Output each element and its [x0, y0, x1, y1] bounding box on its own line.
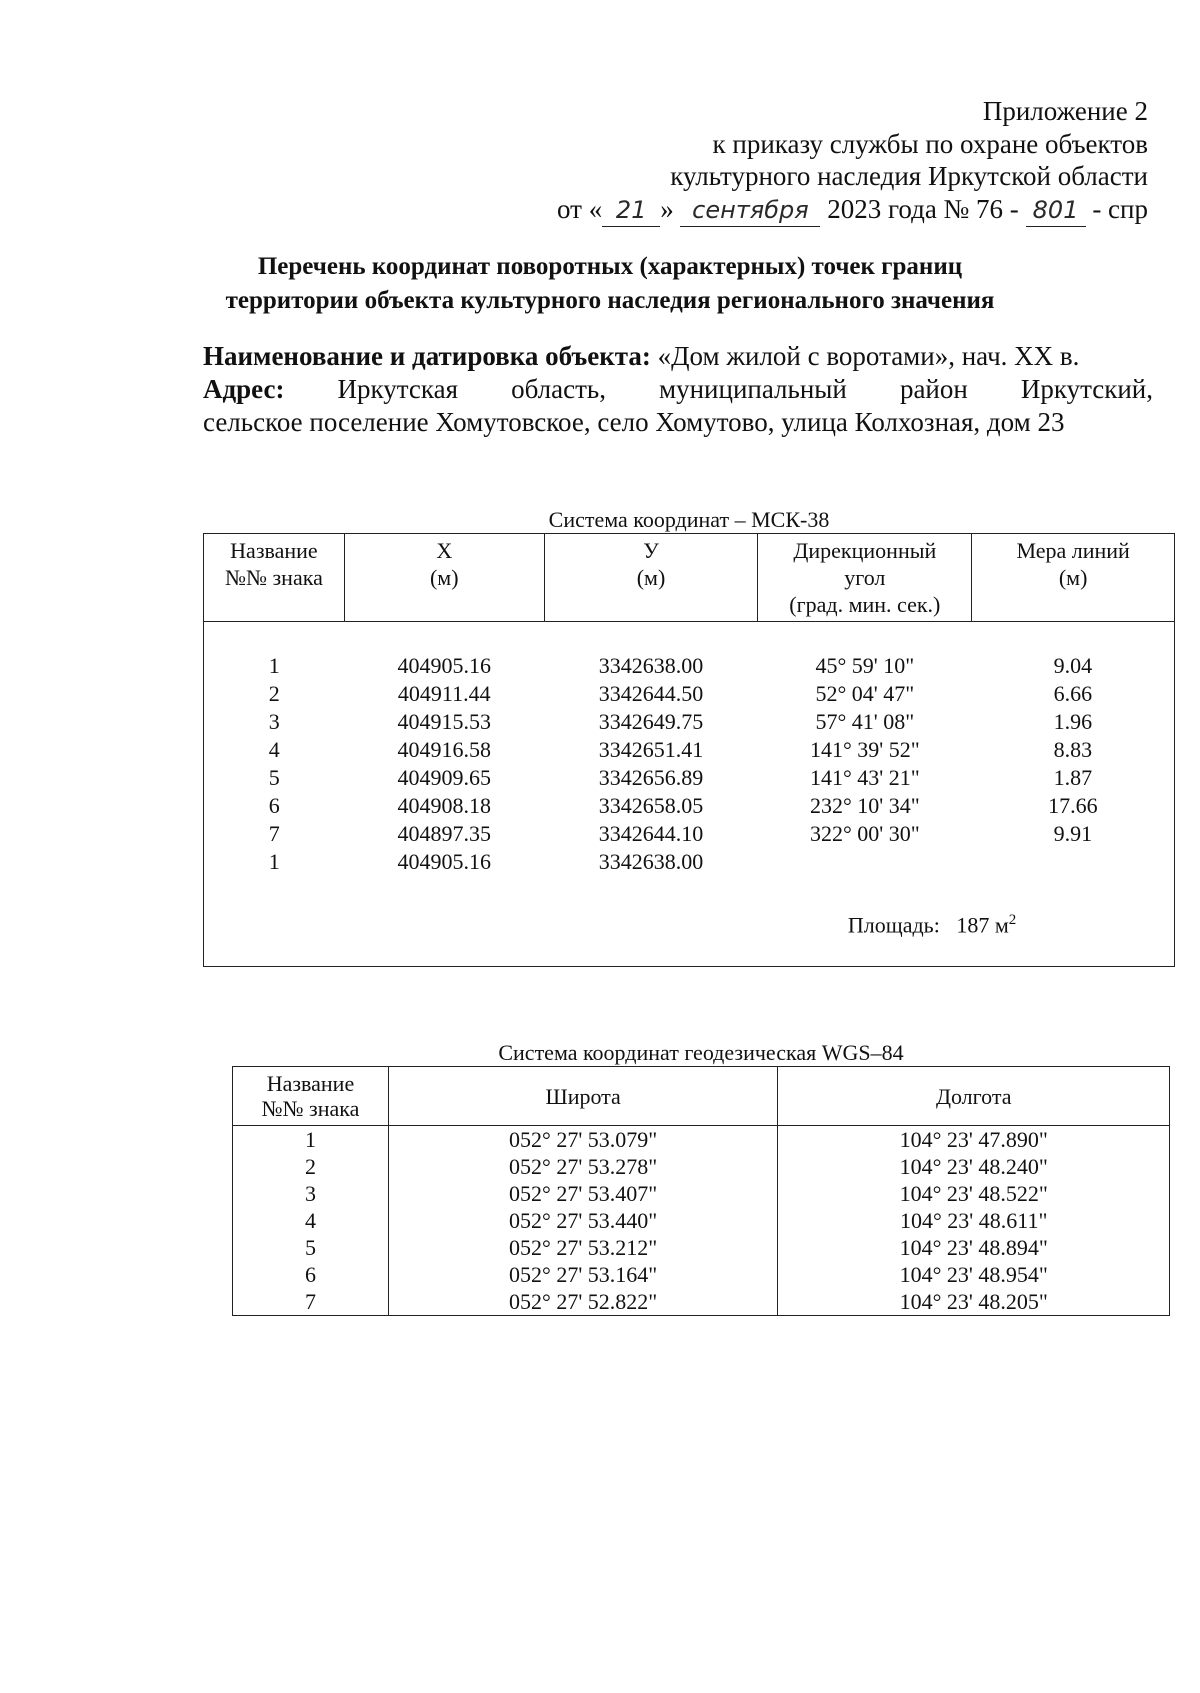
wgs-header-latitude: Широта: [388, 1067, 778, 1126]
table-cell: 2: [268, 681, 280, 706]
table-row: [204, 736, 1175, 764]
table-cell: 104° 23' 48.611": [778, 1207, 1170, 1234]
wgs-coordinates-table: [232, 1066, 1170, 1316]
table-cell: 052° 27' 53.278": [388, 1153, 778, 1180]
msk-header-row: [204, 534, 1175, 622]
wgs-caption: Система координат геодезическая WGS–84: [498, 1040, 904, 1065]
table-cell: 1: [233, 1126, 389, 1154]
table-cell: 3342649.75: [598, 709, 704, 734]
table-cell: 404905.16: [397, 653, 492, 678]
table-cell: 404905.16: [397, 849, 492, 874]
table-cell: 5: [268, 765, 280, 790]
appendix-header: [557, 95, 1148, 227]
table-cell: 8.83: [1053, 737, 1093, 762]
table-cell: 3342638.00: [598, 849, 704, 874]
area-exponent: 2: [1008, 912, 1017, 928]
table-row: [204, 820, 1175, 848]
table-cell: 7: [233, 1288, 389, 1316]
table-cell: 404915.53: [397, 709, 492, 734]
wgs-header-longitude: Долгота: [778, 1067, 1170, 1126]
appendix-line-3: культурного наследия Иркутской области: [670, 161, 1148, 191]
appendix-line-2: к приказу службы по охране объектов: [712, 128, 1148, 159]
table-row: [204, 708, 1175, 736]
area-value: 187 м: [956, 912, 1009, 938]
handwritten-month: сентября: [680, 194, 820, 228]
table-cell: 141° 39' 52": [809, 737, 920, 762]
table-cell: 3: [268, 709, 280, 734]
table-cell: 404897.35: [397, 821, 492, 846]
handwritten-order-number: 801: [1026, 194, 1086, 228]
table-cell: [972, 848, 1175, 876]
table-cell: 6.66: [1053, 681, 1093, 706]
table-cell: [758, 848, 972, 876]
table-cell: 052° 27' 53.440": [388, 1207, 778, 1234]
table-row: [233, 1234, 1170, 1261]
table-cell: 1.87: [1053, 765, 1093, 790]
table-row: [204, 680, 1175, 708]
table-cell: 052° 27' 53.407": [388, 1180, 778, 1207]
order-date-line: [557, 193, 1148, 228]
table-cell: 3342644.10: [598, 821, 704, 846]
table-cell: 1: [268, 653, 280, 678]
table-cell: 3342651.41: [598, 737, 704, 762]
table-cell: 404908.18: [397, 793, 492, 818]
wgs-header-point: Название №№ знака: [233, 1067, 389, 1126]
table-cell: 4: [233, 1207, 389, 1234]
handwritten-day: 21: [602, 194, 660, 228]
title-line-1: Перечень координат поворотных (характерных) точек границ: [257, 253, 963, 280]
address-text-1: Иркутская область, муниципальный район Иркутский,: [337, 374, 1154, 404]
msk-coordinates-table: [203, 533, 1175, 967]
table-cell: 9.04: [1053, 653, 1093, 678]
object-info: [203, 340, 1153, 439]
table-cell: 104° 23' 48.894": [778, 1234, 1170, 1261]
table-cell: 3: [233, 1180, 389, 1207]
table-cell: 404909.65: [397, 765, 492, 790]
table-cell: 052° 27' 53.164": [388, 1261, 778, 1288]
table-row: [233, 1207, 1170, 1234]
msk-header-point: Название №№ знака: [204, 534, 345, 622]
table-cell: 52° 04' 47": [815, 681, 915, 706]
table-cell: 104° 23' 47.890": [778, 1126, 1170, 1154]
table-cell: 17.66: [1048, 793, 1098, 818]
table-cell: 9.91: [1053, 821, 1093, 846]
object-name-label: Наименование и датировка объекта:: [203, 341, 651, 371]
msk-header-length: Мера линий (м): [972, 534, 1175, 622]
object-name-value: «Дом жилой с воротами», нач. XX в.: [657, 341, 1080, 371]
document-title: [140, 250, 1080, 318]
msk-caption: Система координат – МСК-38: [548, 507, 830, 532]
table-row: [204, 792, 1175, 820]
table-cell: 141° 43' 21": [809, 765, 920, 790]
table-cell: 052° 27' 53.212": [388, 1234, 778, 1261]
table-cell: 45° 59' 10": [815, 653, 915, 678]
table-cell: 3342638.00: [598, 653, 704, 678]
title-line-2: территории объекта культурного наследия регионального значения: [225, 287, 995, 314]
table-row: [204, 652, 1175, 680]
table-cell: 57° 41' 08": [815, 709, 915, 734]
table-row: [204, 764, 1175, 792]
table-cell: 6: [268, 793, 280, 818]
year-text: 2023 года № 76 -: [827, 193, 1019, 224]
area-row: [204, 876, 1175, 967]
object-name-line: [203, 340, 1153, 373]
table-cell: 7: [268, 821, 280, 846]
table-row: [233, 1261, 1170, 1288]
table-row: [233, 1288, 1170, 1316]
table-cell: 104° 23' 48.522": [778, 1180, 1170, 1207]
table-cell: 4: [268, 737, 280, 762]
address-label: Адрес:: [203, 374, 285, 404]
table-cell: 052° 27' 52.822": [388, 1288, 778, 1316]
table-cell: 3342656.89: [598, 765, 704, 790]
table-cell: 104° 23' 48.205": [778, 1288, 1170, 1316]
table-cell: 6: [233, 1261, 389, 1288]
table-cell: 232° 10' 34": [809, 793, 920, 818]
table-cell: 104° 23' 48.954": [778, 1261, 1170, 1288]
table-cell: 404911.44: [397, 681, 491, 706]
table-row: [233, 1153, 1170, 1180]
table-row: [233, 1126, 1170, 1154]
address-line-2: сельское поселение Хомутовское, село Хомутово, улица Колхозная, дом 23: [203, 407, 1065, 437]
table-cell: 104° 23' 48.240": [778, 1153, 1170, 1180]
table-cell: 1: [268, 849, 280, 874]
quote-close: »: [660, 193, 674, 224]
wgs-header-row: [233, 1067, 1170, 1126]
table-cell: 3342658.05: [598, 793, 704, 818]
address-line-1: [203, 373, 1153, 406]
table-row: [233, 1180, 1170, 1207]
msk-header-y: У (м): [544, 534, 758, 622]
table-cell: 3342644.50: [598, 681, 704, 706]
table-cell: 1.96: [1053, 709, 1093, 734]
appendix-line-1: Приложение 2: [982, 96, 1148, 126]
table-cell: 5: [233, 1234, 389, 1261]
area-label: Площадь:: [847, 912, 940, 938]
table-cell: 322° 00' 30": [809, 821, 920, 846]
table-cell: 2: [233, 1153, 389, 1180]
from-prefix: от «: [557, 193, 603, 224]
table-cell: 052° 27' 53.079": [388, 1126, 778, 1154]
msk-header-angle: Дирекционный угол (град. мин. сек.): [758, 534, 972, 622]
order-suffix: - спр: [1092, 193, 1148, 224]
msk-header-x: X (м): [344, 534, 544, 622]
table-row: [204, 848, 1175, 876]
table-cell: 404916.58: [397, 737, 492, 762]
